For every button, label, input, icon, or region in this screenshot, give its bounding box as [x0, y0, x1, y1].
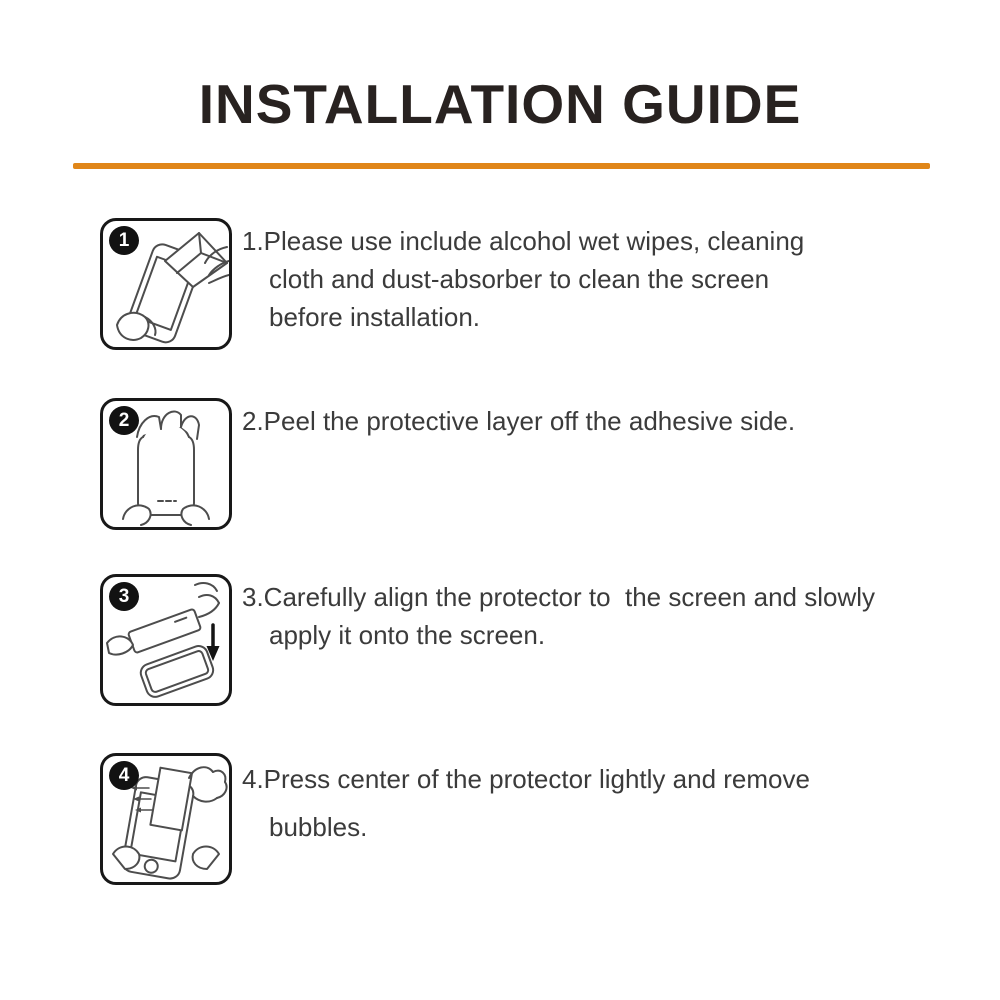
step-line: cloth and dust-absorber to clean the screen [269, 264, 770, 294]
page-title: INSTALLATION GUIDE [198, 73, 802, 135]
step-3-badge [109, 582, 139, 611]
accent-divider [73, 163, 930, 169]
step-number: 1 [118, 230, 130, 251]
step-2-illustration-box [100, 398, 232, 530]
step-line: apply it onto the screen. [269, 620, 546, 650]
step-line: 1.Please use include alcohol wet wipes, cleaning [242, 226, 805, 256]
step-1-badge [109, 226, 139, 255]
step-4-illustration-box [100, 753, 232, 885]
step-line: 4.Press center of the protector lightly and remove [242, 764, 810, 794]
step-4-badge [109, 761, 139, 790]
step-line: before installation. [269, 302, 481, 332]
step-line: 3.Carefully align the protector to the screen and slowly [242, 582, 876, 612]
step-1-illustration-box [100, 218, 232, 350]
step-3-illustration-box [100, 574, 232, 706]
step-1-text [242, 222, 804, 336]
step-3-text [242, 578, 875, 654]
step-line: bubbles. [269, 812, 368, 842]
step-number: 2 [118, 410, 130, 431]
step-number: 4 [118, 765, 130, 786]
step-line: 2.Peel the protective layer off the adhesive side. [242, 406, 796, 436]
step-2-text [242, 402, 795, 440]
step-number: 3 [118, 586, 130, 607]
step-4-text [242, 755, 810, 851]
step-2-badge [109, 406, 139, 435]
